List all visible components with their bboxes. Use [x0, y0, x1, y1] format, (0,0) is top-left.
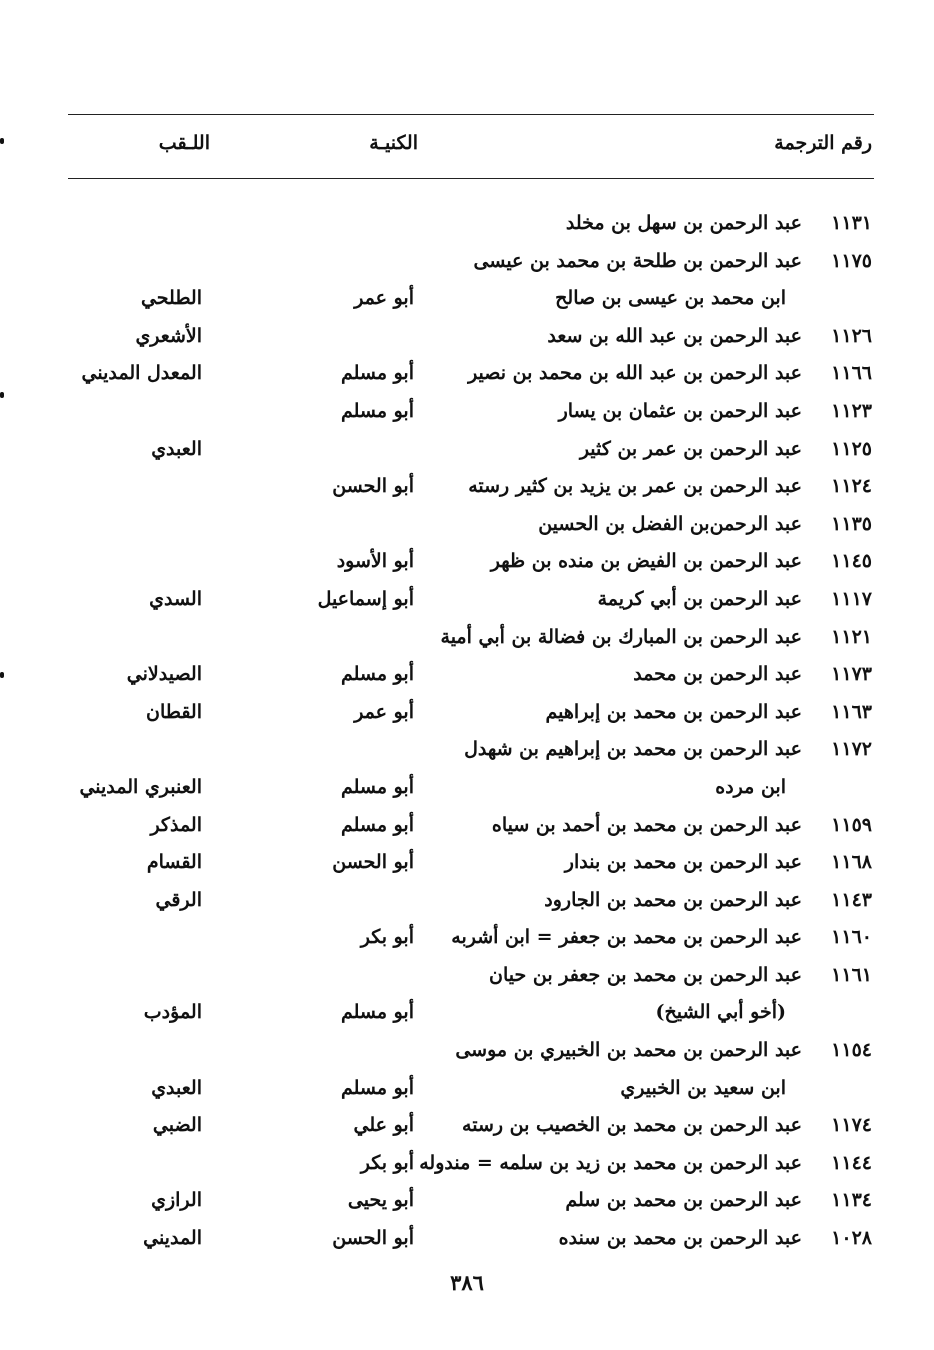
table-row — [0, 509, 934, 547]
entry-number: ١١٦٠ — [831, 926, 872, 949]
scan-mark — [0, 138, 4, 144]
table-row — [0, 471, 934, 509]
person-name: عبد الرحمن‌بن الفضل بن الحسين — [538, 512, 802, 535]
kunya: أبو الأسود — [336, 550, 414, 573]
page-number: ٣٨٦ — [450, 1270, 484, 1295]
table-row — [0, 321, 934, 359]
person-name: عبد الرحمن بن عثمان بن يسار — [558, 399, 802, 422]
kunya: أبو يحيى — [347, 1189, 414, 1212]
laqab: الضبي — [152, 1114, 202, 1137]
entry-number: ١١٤٣ — [831, 888, 872, 911]
person-name: عبد الرحمن بن محمد بن جعفر = ابن أشربه — [451, 926, 802, 949]
top-rule — [68, 114, 874, 115]
person-name: عبد الرحمن بن محمد بن جعفر بن حيان — [489, 963, 802, 986]
entry-number: ١١٥٩ — [831, 813, 872, 836]
table-row — [0, 584, 934, 622]
laqab: العنبري المديني — [79, 775, 202, 798]
person-name: عبد الرحمن بن طلحة بن محمد بن عيسى — [473, 249, 802, 272]
kunya: أبو مسلم — [340, 399, 414, 422]
header-kunya: الكنيـة — [369, 132, 418, 154]
kunya: أبو عمر — [354, 287, 414, 310]
kunya: أبو مسلم — [340, 663, 414, 686]
table-row — [0, 1148, 934, 1186]
entry-number: ١١٣٥ — [831, 512, 872, 535]
laqab: الصيدلاني — [126, 663, 202, 686]
entry-number: ١١٦٦ — [831, 362, 872, 385]
laqab: المذكر — [150, 813, 202, 836]
person-name: عبد الرحمن بن أبي كريمة — [597, 587, 802, 610]
kunya: أبو مسلم — [340, 362, 414, 385]
table-row — [0, 697, 934, 735]
table-row-continuation — [0, 1073, 934, 1111]
kunya: أبو مسلم — [340, 775, 414, 798]
kunya: أبو مسلم — [340, 1001, 414, 1024]
laqab: الطلحي — [140, 287, 202, 310]
laqab: العبدي — [151, 1076, 202, 1099]
person-name: ابن سعيد بن الخبيري — [620, 1076, 786, 1099]
table-row — [0, 358, 934, 396]
person-name: عبد الرحمن بن عبد الله بن محمد بن نصير — [468, 362, 802, 385]
entry-number: ١١٤٥ — [831, 550, 872, 573]
kunya: أبو مسلم — [340, 813, 414, 836]
table-row — [0, 659, 934, 697]
kunya: أبو الحسن — [332, 851, 414, 874]
kunya: أبو الحسن — [332, 475, 414, 498]
entry-number: ١١٣٤ — [831, 1189, 872, 1212]
entry-number: ١١٢٦ — [831, 324, 872, 347]
laqab: المديني — [143, 1227, 202, 1250]
entry-number: ١١٢٥ — [831, 437, 872, 460]
laqab: المعدل المديني — [81, 362, 202, 385]
entry-number: ١١٧٢ — [831, 738, 872, 761]
table-row — [0, 434, 934, 472]
entry-number: ١١٧٤ — [831, 1114, 872, 1137]
person-name: عبد الرحمن بن المبارك بن فضالة بن أبي أمية — [440, 625, 802, 648]
table-row — [0, 885, 934, 923]
table-row — [0, 922, 934, 960]
table-row-continuation — [0, 772, 934, 810]
person-name: عبد الرحمن بن محمد بن سلم — [565, 1189, 802, 1212]
person-name: عبد الرحمن بن محمد بن سنده — [558, 1227, 802, 1250]
kunya: أبو عمر — [354, 700, 414, 723]
person-name: عبد الرحمن بن سهل بن مخلد — [565, 212, 802, 234]
kunya: أبو علي — [353, 1114, 414, 1137]
laqab: الأشعري — [135, 324, 202, 347]
table-row-continuation — [0, 997, 934, 1035]
table-row — [0, 810, 934, 848]
person-name: عبد الرحمن بن محمد بن أحمد بن سياه — [491, 813, 802, 836]
entry-number: ١١٢٤ — [831, 475, 872, 498]
laqab: القطان — [145, 700, 202, 723]
laqab: السدي — [149, 587, 202, 610]
person-name: (أخو أبي الشيخ) — [655, 1001, 786, 1024]
laqab: المؤدب — [143, 1001, 202, 1024]
person-name: عبد الرحمن بن محمد بن زيد بن سلمه = مندوله — [419, 1151, 802, 1174]
table-row — [0, 1185, 934, 1223]
laqab: القسام — [146, 851, 202, 874]
person-name: عبد الرحمن بن محمد بن إبراهيم بن شهدل — [464, 738, 802, 761]
entry-number: ١١٦٨ — [831, 851, 872, 874]
table-row — [0, 622, 934, 660]
person-name: عبد الرحمن بن عبد الله بن سعد — [547, 324, 802, 347]
table-row — [0, 546, 934, 584]
table-row — [0, 396, 934, 434]
table-row — [0, 960, 934, 998]
table-row — [0, 208, 934, 246]
kunya: أبو الحسن — [332, 1227, 414, 1250]
header-rule — [68, 178, 874, 179]
person-name: عبد الرحمن بن عمر بن يزيد بن كثير رسته — [468, 475, 802, 498]
table-row — [0, 847, 934, 885]
header-laqab: اللـقب — [158, 132, 210, 154]
table-row — [0, 246, 934, 284]
entry-number: ١١١٧ — [831, 587, 872, 610]
person-name: عبد الرحمن بن محمد بن إبراهيم — [545, 700, 802, 723]
kunya: أبو بكر — [360, 1151, 414, 1174]
index-table — [0, 208, 934, 1261]
table-row — [0, 1035, 934, 1073]
kunya: أبو إسماعيل — [317, 587, 414, 610]
person-name: عبد الرحمن بن محمد بن الخصيب بن رسته — [462, 1114, 802, 1137]
person-name: عبد الرحمن بن عمر بن كثير — [579, 437, 802, 460]
person-name: عبد الرحمن بن محمد بن بندار — [564, 851, 802, 874]
laqab: الرقي — [155, 888, 202, 911]
entry-number: ١١٧٣ — [831, 663, 872, 686]
person-name: عبد الرحمن بن محمد بن الجارود — [544, 888, 802, 911]
person-name: ابن مرده — [715, 775, 786, 798]
entry-number: ١١٤٤ — [831, 1151, 872, 1174]
entry-number: ١١٦٣ — [831, 700, 872, 723]
kunya: أبو بكر — [360, 926, 414, 949]
person-name: ابن محمد بن عيسى بن صالح — [555, 287, 786, 310]
entry-number: ١١٣١ — [831, 212, 872, 234]
person-name: عبد الرحمن بن محمد — [633, 663, 802, 686]
person-name: عبد الرحمن بن الفيض بن منده بن ظهر — [490, 550, 802, 573]
table-row — [0, 1110, 934, 1148]
person-name: عبد الرحمن بن محمد بن الخبيري بن موسى — [455, 1039, 802, 1062]
entry-number: ١٠٢٨ — [831, 1227, 872, 1250]
entry-number: ١١٢١ — [831, 625, 872, 648]
table-row — [0, 1223, 934, 1261]
entry-number: ١١٢٣ — [831, 399, 872, 422]
laqab: العبدي — [151, 437, 202, 460]
entry-number: ١١٥٤ — [831, 1039, 872, 1062]
laqab: الرازي — [151, 1189, 202, 1212]
entry-number: ١١٦١ — [831, 963, 872, 986]
kunya: أبو مسلم — [340, 1076, 414, 1099]
table-row-continuation — [0, 283, 934, 321]
header-entry-number: رقم الترجمة — [774, 132, 872, 154]
table-row — [0, 734, 934, 772]
entry-number: ١١٧٥ — [831, 249, 872, 272]
